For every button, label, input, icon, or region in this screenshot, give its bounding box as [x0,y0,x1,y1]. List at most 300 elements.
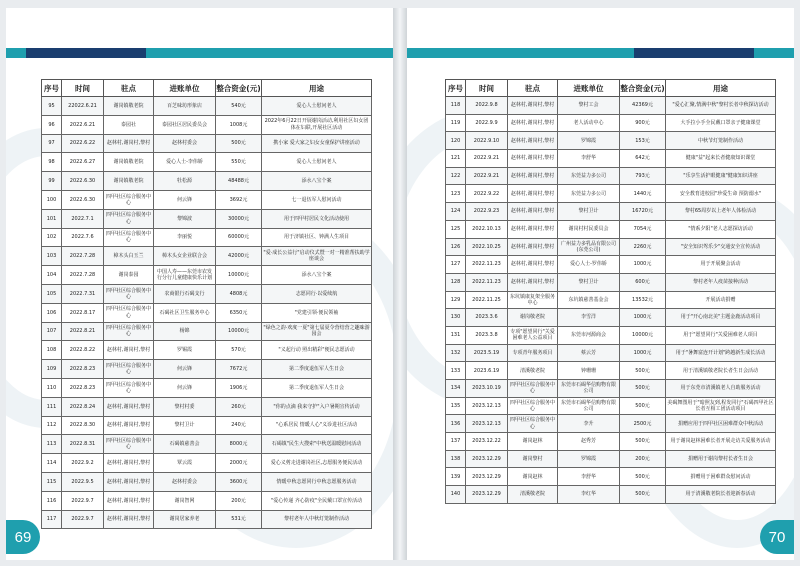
cell-index: 121 [446,150,466,168]
donation-table-left [41,79,372,529]
cell-amount: 570元 [216,341,262,360]
cell-date: 2022.8.24 [62,397,104,416]
cell-date: 2022.8.31 [62,435,104,454]
donation-table-right [445,79,776,504]
cell-site: 樟木头白玉兰 [104,247,154,266]
cell-donor: 东莞益力多公司 [558,167,620,185]
header-date: 时间 [62,80,104,97]
table-row [42,397,372,416]
cell-site: 赵林村,谢岗村,黎村 [508,150,558,168]
cell-date: 2022.10.13 [466,220,508,238]
cell-purpose: "党建引领·便民领袖 [262,303,372,322]
table-row [42,115,372,134]
cell-date: 2022.10.25 [466,238,508,256]
cell-purpose: "义起行动 照出精彩"便民志愿活动 [262,341,372,360]
table-row [446,273,776,291]
table-row [446,150,776,168]
header-purpose: 用途 [666,80,776,97]
table-row [42,491,372,510]
cell-amount: 550元 [216,153,262,172]
cell-purpose: 爱心人士慰问老人 [262,97,372,116]
cell-donor: 谢岗村村民委员会 [558,220,620,238]
table-row [446,238,776,256]
cell-donor: 石碣社区卫生服务中心 [154,303,216,322]
table-row [446,97,776,115]
table-row [446,486,776,504]
cell-index: 114 [42,454,62,473]
cell-site: 赵林村,谢岗村,黎村 [104,472,154,491]
cell-date: 2022.9.2 [62,454,104,473]
header-site: 驻点 [104,80,154,97]
cell-amount: 30000元 [216,209,262,228]
cell-site: 赵林村,谢岗村,黎村 [104,341,154,360]
cell-purpose: 第二季度退伍军人生日会 [262,360,372,379]
cell-donor: 中国人寿——东莞市农发行分行儿童健康快乐计划 [154,266,216,285]
table-row [42,472,372,491]
cell-purpose: 用于清溪敬老院长者迎新春活动 [666,486,776,504]
cell-purpose: 黎村65周岁以上老年人体检活动 [666,203,776,221]
cell-purpose: 志愿同行·以爱续航 [262,284,372,303]
book-gutter [393,8,407,560]
cell-donor: 谢岗智网 [154,491,216,510]
cell-amount: 500元 [620,486,666,504]
cell-index: 130 [446,309,466,327]
table-row [42,153,372,172]
cell-donor: 黎村卫计 [558,203,620,221]
cell-date: 2023.10.19 [466,380,508,398]
cell-purpose: 爱心义剪走进谢岗社区,志愿服务便民活动 [262,454,372,473]
cell-purpose: 捐赠用于困难群众慰问活动 [666,468,776,486]
header-band-accent [634,48,754,58]
cell-donor: 石碣镇慈善会 [154,435,216,454]
cell-date: 2022.9.7 [62,510,104,529]
cell-donor: 罗锦霞 [558,450,620,468]
cell-site: 四甲社区综合服务中心 [104,303,154,322]
left-page [6,8,393,560]
cell-site: 赵林村,谢岗村,黎村 [508,114,558,132]
cell-donor: 牡松源 [154,172,216,191]
cell-donor: 东坑镇慈善基金会 [558,291,620,309]
cell-site: 谢岗镇敬老院 [104,153,154,172]
cell-index: 96 [42,115,62,134]
cell-date: 2022.6.30 [62,172,104,191]
cell-site: 四甲社区综合服务中心 [104,435,154,454]
cell-purpose: 七一退伍军人慰问活动 [262,190,372,209]
cell-site: 赵林村,谢岗村,黎村 [104,397,154,416]
header-index: 序号 [446,80,466,97]
cell-site: 四甲社区综合服务中心 [104,322,154,341]
cell-date: 2022.11.23 [466,256,508,274]
cell-donor: 农商银行石碣支行 [154,284,216,303]
cell-date: 2022.7.28 [62,266,104,285]
cell-site: 赵林村,谢岗村,黎村 [508,238,558,256]
cell-site: 谢岗镇敬老院 [104,97,154,116]
cell-amount: 642元 [620,150,666,168]
cell-amount: 42369元 [620,97,666,115]
cell-donor: 罗锦霞 [558,132,620,150]
cell-date: 2022.9.8 [466,97,508,115]
table-row [42,454,372,473]
cell-donor: 樟木头女企业联合会 [154,247,216,266]
cell-index: 134 [446,380,466,398]
cell-amount: 200元 [620,450,666,468]
cell-site: 赵林村,谢岗村,黎村 [508,185,558,203]
cell-index: 98 [42,153,62,172]
cell-amount: 540元 [216,97,262,116]
cell-date: 2023.12.13 [466,397,508,415]
table-row [446,415,776,433]
cell-amount: 1440元 [620,185,666,203]
cell-index: 137 [446,433,466,451]
cell-date: 2022.9.22 [466,185,508,203]
cell-date: 2022.11.23 [466,273,508,291]
table-row [446,450,776,468]
cell-site: 四甲社区综合服务中心 [104,190,154,209]
cell-amount: 4808元 [216,284,262,303]
cell-index: 103 [42,247,62,266]
cell-donor: 何云锋 [154,360,216,379]
cell-amount: 500元 [216,134,262,153]
cell-purpose: 用于济镇社区、钟满人生项目 [262,228,372,247]
cell-purpose: "绿色之韵·欢度一夏"第七届夏令营结营之趣味游园会 [262,322,372,341]
cell-site: 四甲社区综合服务中心 [508,380,558,398]
table-row [446,167,776,185]
table-row [42,266,372,285]
table-row [42,435,372,454]
cell-site: 四甲社区综合服务中心 [104,378,154,397]
header-band-accent [26,48,146,58]
cell-purpose: "乐享生活护眼健康"健康知识讲座 [666,167,776,185]
header-date: 时间 [466,80,508,97]
page-number: 69 [6,520,40,554]
cell-purpose: 添水八宝个案 [262,172,372,191]
cell-site: 赵林村,谢岗村,黎村 [104,416,154,435]
cell-donor: 杨锦 [154,322,216,341]
cell-date: 2022.6.22 [62,134,104,153]
cell-donor: 东莞益力多公司 [558,185,620,203]
cell-index: 100 [42,190,62,209]
cell-date: 2023.12.29 [466,468,508,486]
cell-amount: 240元 [216,416,262,435]
cell-amount: 500元 [620,433,666,451]
table-row [42,360,372,379]
cell-amount: 16720元 [620,203,666,221]
table-row [42,97,372,116]
cell-index: 97 [42,134,62,153]
cell-index: 123 [446,185,466,203]
cell-donor: 泰园社区居民委员会 [154,115,216,134]
cell-site: 四甲社区综合服务中心 [508,397,558,415]
cell-purpose: 用于"开心南北美"主题金鹿活动项目 [666,309,776,327]
cell-purpose: 黎村老年人疫苗接种活动 [666,273,776,291]
table-row [42,284,372,303]
cell-site: 清溪敬老院 [508,362,558,380]
cell-donor: 李红华 [558,486,620,504]
cell-date: 2022.11.25 [466,291,508,309]
cell-donor: 黎村村委 [154,397,216,416]
cell-site: 赵林村,谢岗村,黎村 [508,97,558,115]
header-site: 驻点 [508,80,558,97]
cell-site: 赵林村,谢岗村,黎村 [508,132,558,150]
cell-purpose: 捐赠应用于四甲社区困难群众中秋活动 [666,415,776,433]
cell-amount: 7054元 [620,220,666,238]
cell-date: 2022.8.17 [62,303,104,322]
table-row [42,209,372,228]
cell-donor: 赵林村委会 [154,472,216,491]
cell-amount: 1000元 [620,256,666,274]
cell-donor: 黎村卫计 [558,273,620,291]
cell-date: 2022.6.30 [62,190,104,209]
cell-amount: 2500元 [620,415,666,433]
cell-site: 谢岗镇敬老院 [104,172,154,191]
cell-amount: 3692元 [216,190,262,209]
cell-site: 赵林村,谢岗村,黎村 [508,256,558,274]
cell-amount: 600元 [620,273,666,291]
table-row [446,291,776,309]
cell-index: 122 [446,167,466,185]
cell-site: 赵林村,谢岗村,黎村 [104,510,154,529]
table-row [446,362,776,380]
cell-amount: 7672元 [216,360,262,379]
table-header-row [42,80,372,97]
cell-index: 119 [446,114,466,132]
cell-amount: 10000元 [216,266,262,285]
cell-date: 2023.6.19 [466,362,508,380]
cell-site: 谢岗赵林 [508,433,558,451]
right-page [407,8,794,560]
cell-site: 四甲社区综合服务中心 [104,209,154,228]
cell-site: 谢岗泰园 [104,266,154,285]
cell-donor: 李舒华 [558,150,620,168]
cell-index: 138 [446,450,466,468]
cell-site: 赵林村,谢岗村,黎村 [508,273,558,291]
cell-date: 22022.6.21 [62,97,104,116]
header-donor: 进账单位 [558,80,620,97]
cell-amount: 8000元 [216,435,262,454]
cell-index: 108 [42,341,62,360]
cell-purpose: 2022年6月22日开展谢岗活动,利用社区妇女团体在妇联,开展社区活动 [262,115,372,134]
cell-date: 2022.9.21 [466,150,508,168]
table-row [42,134,372,153]
cell-index: 127 [446,256,466,274]
cell-index: 110 [42,378,62,397]
cell-index: 128 [446,273,466,291]
cell-index: 107 [42,322,62,341]
cell-amount: 1906元 [216,378,262,397]
cell-amount: 10000元 [620,326,666,344]
table-row [42,190,372,209]
cell-site: 清溪敬老院 [508,486,558,504]
cell-date: 2023.3.6 [466,309,508,327]
cell-purpose: 情暖中秋志愿同行中秋志愿服务活动 [262,472,372,491]
cell-amount: 793元 [620,167,666,185]
cell-index: 133 [446,362,466,380]
cell-purpose: 用于东莞市清溪镇老人自助服务活动 [666,380,776,398]
cell-date: 2022.8.30 [62,416,104,435]
cell-donor: 东莞市河源商会 [558,326,620,344]
cell-index: 136 [446,415,466,433]
cell-purpose: 用于谢岗赵林困难长者开展走访关爱服务活动 [666,433,776,451]
table-row [446,256,776,274]
cell-site: 赵林村,谢岗村,黎村 [508,203,558,221]
cell-purpose: 中秋节灯笼制作活动 [666,132,776,150]
cell-amount: 153元 [620,132,666,150]
table-row [446,380,776,398]
cell-purpose: "爱·成长公益行"启动仪式暨一对一精准帮扶助学座谈会 [262,247,372,266]
cell-index: 109 [42,360,62,379]
cell-site: 四甲社区综合服务中心 [508,415,558,433]
cell-amount: 6350元 [216,303,262,322]
cell-donor: 李升 [558,415,620,433]
header-purpose: 用途 [262,80,372,97]
cell-purpose: 携小家 爱大家之妇女女童保护讲座活动 [262,134,372,153]
cell-purpose: 开展活动捐赠 [666,291,776,309]
cell-purpose: "爱心汇聚,情满中秋"黎村长者中秋探访活动 [666,97,776,115]
cell-amount: 2000元 [216,454,262,473]
cell-date: 2022.8.22 [62,341,104,360]
cell-site: 赵林村,谢岗村,黎村 [508,167,558,185]
table-row [446,397,776,415]
cell-date: 2022.9.23 [466,203,508,221]
cell-site: 专项"愿望同行"关爱困难老人公益项目 [508,326,558,344]
table-row [446,203,776,221]
cell-index: 111 [42,397,62,416]
cell-purpose: 捐赠用于谢岗黎村长者生日会 [666,450,776,468]
cell-amount: 13532元 [620,291,666,309]
cell-donor: 东莞市石碣华信购物有限公司 [558,380,620,398]
cell-index: 118 [446,97,466,115]
cell-index: 101 [42,209,62,228]
table-body-left [42,97,372,529]
cell-purpose: 添水八宝个案 [262,266,372,285]
table-row [42,416,372,435]
cell-amount: 42000元 [216,247,262,266]
cell-purpose: 大手拉小手全民戴口罩亲子健康课堂 [666,114,776,132]
cell-donor: 钟珊珊 [558,362,620,380]
table-row [42,510,372,529]
table-row [446,468,776,486]
cell-amount: 10000元 [216,322,262,341]
cell-index: 115 [42,472,62,491]
cell-date: 2022.8.21 [62,322,104,341]
table-header-row [446,80,776,97]
cell-purpose: 黎村老年人中秋灯笼制作活动 [262,510,372,529]
cell-date: 2022.7.28 [62,247,104,266]
header-index: 序号 [42,80,62,97]
cell-donor: 何云锋 [154,190,216,209]
cell-purpose: 美碣舞图用于"暗照友到,程发同行"石碣四甲社区长者互相工团活动项目 [666,397,776,415]
cell-purpose: "爱心传递 齐心防疫"全民戴口罩宣传活动 [262,491,372,510]
cell-index: 140 [446,486,466,504]
cell-donor: 蔡云芳 [558,344,620,362]
cell-amount: 500元 [620,380,666,398]
cell-date: 2023.12.29 [466,486,508,504]
cell-purpose: 第二季度退伍军人生日会 [262,378,372,397]
table-row [42,378,372,397]
table-row [42,303,372,322]
table-row [446,433,776,451]
cell-purpose: "安全知识驾乐少"交通安全宣传活动 [666,238,776,256]
cell-index: 95 [42,97,62,116]
cell-date: 2022.8.23 [62,378,104,397]
cell-index: 129 [446,291,466,309]
cell-purpose: 用于"暑舞富连开计划"跨越新生成长活动 [666,344,776,362]
cell-purpose: "心系居民 情暖人心"义诊进社区活动 [262,416,372,435]
cell-amount: 48488元 [216,172,262,191]
cell-site: 赵林村,谢岗村,黎村 [104,491,154,510]
table-row [42,172,372,191]
cell-date: 2023.5.19 [466,344,508,362]
cell-purpose: 安全教育进校园"珍爱生命 预防溺水" [666,185,776,203]
cell-index: 135 [446,397,466,415]
cell-donor: 爱心人士-罗伟娇 [558,256,620,274]
cell-donor: 何云锋 [154,378,216,397]
cell-donor: 爱心人士-李伟娇 [154,153,216,172]
cell-site: 四甲社区综合服务中心 [104,228,154,247]
cell-purpose: 用于清溪镇敬老院长者生日会活动 [666,362,776,380]
cell-date: 2022.9.21 [466,167,508,185]
cell-donor: 赵林村委会 [154,134,216,153]
table-row [446,185,776,203]
cell-donor: 李丽悦 [154,228,216,247]
cell-site: 赵林村,谢岗村,黎村 [104,134,154,153]
cell-amount: 500元 [620,397,666,415]
cell-date: 2022.9.5 [62,472,104,491]
cell-date: 2023.12.22 [466,433,508,451]
cell-date: 2022.9.9 [466,114,508,132]
cell-amount: 3600元 [216,472,262,491]
cell-amount: 2260元 [620,238,666,256]
cell-donor: 百芝味坊形象店 [154,97,216,116]
cell-purpose: 健康"益"起来长者健康知识课堂 [666,150,776,168]
cell-site: 四甲社区综合服务中心 [104,360,154,379]
cell-index: 102 [42,228,62,247]
table-row [42,247,372,266]
cell-amount: 500元 [620,362,666,380]
table-row [446,344,776,362]
cell-amount: 900元 [620,114,666,132]
cell-donor: 老人活动中心 [558,114,620,132]
cell-date: 2022.7.1 [62,209,104,228]
cell-index: 120 [446,132,466,150]
table-row [446,326,776,344]
cell-purpose: "你的点滴 我来守护"入户暑期宣传活动 [262,397,372,416]
cell-donor: 黎村工会 [558,97,620,115]
cell-donor: 赵秀芳 [558,433,620,451]
cell-index: 112 [42,416,62,435]
cell-amount: 200元 [216,491,262,510]
cell-purpose: 用于开展聚会活动 [666,256,776,274]
cell-date: 2022.9.10 [466,132,508,150]
cell-index: 139 [446,468,466,486]
table-row [446,309,776,327]
cell-index: 99 [42,172,62,191]
cell-date: 2022.6.27 [62,153,104,172]
table-row [42,228,372,247]
table-row [446,220,776,238]
cell-site: 谢岗赵林 [508,468,558,486]
cell-purpose: "情系夕阳"老人志愿探访活动 [666,220,776,238]
cell-amount: 1000元 [620,344,666,362]
table-row [42,341,372,360]
cell-site: 赵林村,谢岗村,黎村 [104,454,154,473]
cell-index: 106 [42,303,62,322]
cell-amount: 1000元 [620,309,666,327]
cell-index: 126 [446,238,466,256]
cell-index: 113 [42,435,62,454]
cell-purpose: 石碣镇"民生大搜索"中秋送温暖慰问活动 [262,435,372,454]
cell-site: 专项青年服务项目 [508,344,558,362]
